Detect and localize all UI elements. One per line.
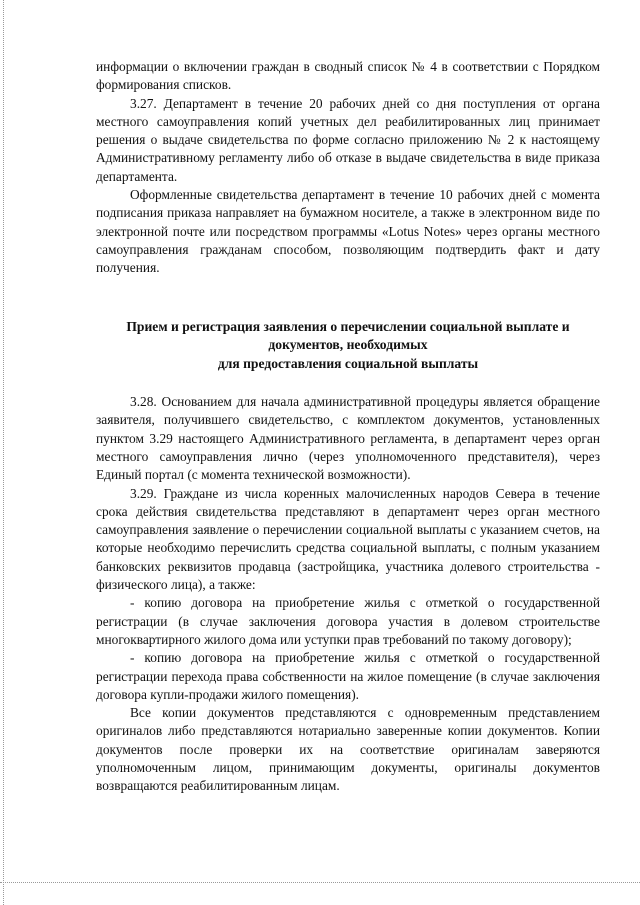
scan-edge-bottom xyxy=(0,882,640,883)
spacer xyxy=(96,278,600,318)
section-heading xyxy=(96,318,600,374)
certificates-paragraph: Оформленные свидетельства департамент в течение 10 рабочих дней с момента подписания приказа направляет на бумажном носителе, а также в электронном виде по электронной почте или посредством программы «Lotus Notes» через органы местного самоуправления гражданам способом, позволяющим подтвердить факт и дату получения. xyxy=(96,187,600,276)
section-heading-line-1: Прием и регистрация заявления о перечислении социальной выплате и xyxy=(126,318,570,334)
spacer xyxy=(96,373,600,393)
section-heading-line-3: для предоставления социальной выплаты xyxy=(217,355,479,371)
intro-paragraph: информации о включении граждан в сводный список № 4 в соответствии с Порядком формирования списков. xyxy=(96,59,600,93)
copies-paragraph: Все копии документов представляются с одновременным представлением оригиналов либо представляются нотариально заверенные копии документов. Копии документов после проверки их на соответствие оригиналам заверяются уполномоченным лицом, принимающим документы, оригиналы документов возвращаются реабилитированным лицам. xyxy=(96,705,600,794)
clause-3-28: 3.28. Основанием для начала административной процедуры является обращение заявителя, получившего свидетельство, с комплектом документов, установленных пунктом 3.29 настоящего Административного регламента, в департамент через орган местного самоуправления лично (через уполномоченного представителя), через Единый портал (с момента технической возможности). xyxy=(96,394,600,483)
scan-edge-left xyxy=(3,0,4,905)
document-body xyxy=(96,58,600,796)
clause-3-29: 3.29. Граждане из числа коренных малочисленных народов Севера в течение срока действия свидетельства представляют в департамент через орган местного самоуправления заявление о перечислении социальной выплаты с указанием счетов, на которые необходимо перечислить средства социальной выплаты, с полным указанием банковских реквизитов продавца (застройщика, участника долевого строительства - физического лица), а также: xyxy=(96,485,600,593)
section-heading-line-2: документов, необходимых xyxy=(268,337,428,353)
list-item: - копию договора на приобретение жилья с отметкой о государственной регистрации (в случае заключения договора участия в долевом строительстве многоквартирного жилого дома или уступки прав требований по такому договору); xyxy=(96,595,600,647)
clause-3-27: 3.27. Департамент в течение 20 рабочих дней со дня поступления от органа местного самоуправления копий учетных дел реабилитированных лиц принимает решения о выдаче свидетельства по форме согласно приложению № 2 к настоящему Административному регламенту либо об отказе в выдаче свидетельства в виде приказа департамента. xyxy=(96,95,600,184)
list-item: - копию договора на приобретение жилья с отметкой о государственной регистрации перехода права собственности на жилое помещение (в случае заключения договора купли-продажи жилого помещения). xyxy=(96,650,600,702)
